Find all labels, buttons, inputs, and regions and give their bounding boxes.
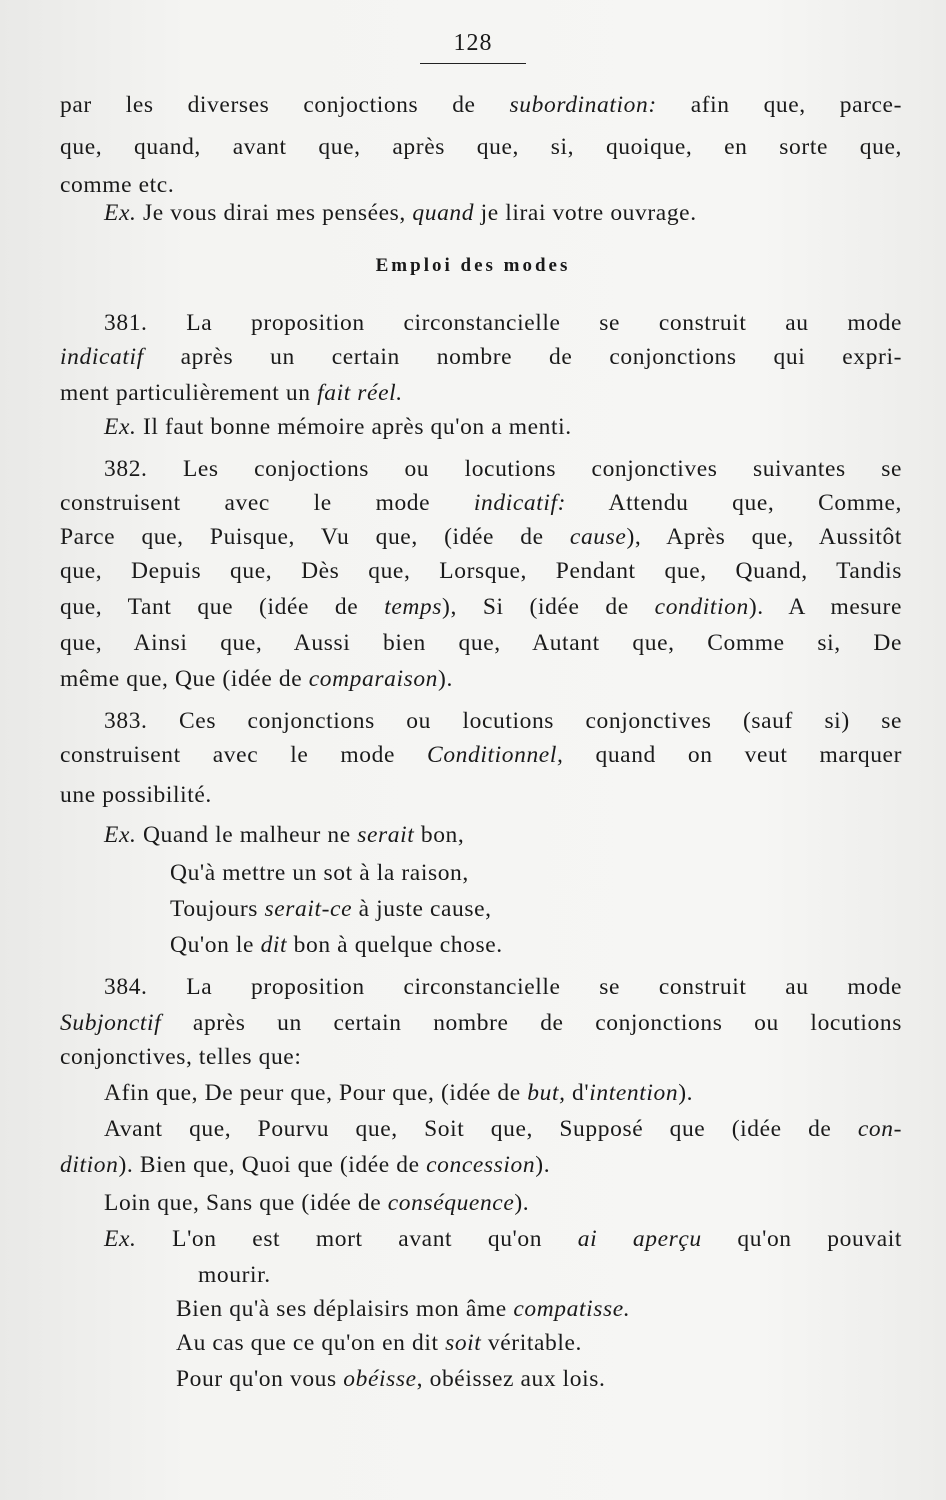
section-title: Emploi des modes xyxy=(375,255,571,276)
p381-line-2: indicatif après un certain nombre de conjonctions qui expri- xyxy=(60,344,902,370)
p382-line-6: que, Ainsi que, Aussi bien que, Autant que, Comme si, De xyxy=(60,630,902,656)
p384-line-5: Avant que, Pourvu que, Soit que, Supposé que (idée de con- xyxy=(104,1116,902,1142)
p383-line-3: une possibilité. xyxy=(60,782,212,808)
intro-line-2: que, quand, avant que, après que, si, quoique, en sorte que, xyxy=(60,134,902,160)
p381-example: Ex. Il faut bonne mémoire après qu'on a menti. xyxy=(104,414,572,440)
p382-line-7: même que, Que (idée de comparaison). xyxy=(60,666,453,692)
p384-line-1: 384. La proposition circonstancielle se construit au mode xyxy=(104,974,902,1000)
p384-example-5: Pour qu'on vous obéisse, obéissez aux lois. xyxy=(176,1366,606,1392)
p382-line-4: que, Depuis que, Dès que, Lorsque, Pendant que, Quand, Tandis xyxy=(60,558,902,584)
p383-line-1: 383. Ces conjonctions ou locutions conjonctives (sauf si) se xyxy=(104,708,902,734)
p382-line-1: 382. Les conjoctions ou locutions conjonctives suivantes se xyxy=(104,456,902,482)
p382-line-2: construisent avec le mode indicatif: Attendu que, Comme, xyxy=(60,490,902,516)
p384-example-4: Au cas que ce qu'on en dit soit véritable. xyxy=(176,1330,582,1356)
p384-line-6: dition). Bien que, Quoi que (idée de concession). xyxy=(60,1152,551,1178)
p384-line-3: conjonctives, telles que: xyxy=(60,1044,302,1070)
p384-example-3: Bien qu'à ses déplaisirs mon âme compatisse. xyxy=(176,1296,631,1322)
intro-line-1: par les diverses conjoctions de subordination: afin que, parce- xyxy=(60,92,903,118)
p383-verse-4: Qu'on le dit bon à quelque chose. xyxy=(170,932,503,958)
p383-line-2: construisent avec le mode Conditionnel, quand on veut marquer xyxy=(60,742,902,768)
p383-verse-2: Qu'à mettre un sot à la raison, xyxy=(170,860,469,886)
p384-example-1: Ex. L'on est mort avant qu'on ai aperçu qu'on pouvait xyxy=(104,1226,902,1252)
intro-line-3: comme etc. xyxy=(60,172,175,198)
p381-line-3: ment particulièrement un fait réel. xyxy=(60,380,403,406)
p381-line-1: 381. La proposition circonstancielle se construit au mode xyxy=(104,310,902,336)
p382-line-3: Parce que, Puisque, Vu que, (idée de cause), Après que, Aussitôt xyxy=(60,524,902,550)
p383-verse-1: Ex. Quand le malheur ne serait bon, xyxy=(104,822,465,848)
page-number: 128 xyxy=(453,30,493,56)
p382-line-5: que, Tant que (idée de temps), Si (idée de condition). A mesure xyxy=(60,594,902,620)
page-number-rule xyxy=(420,63,526,64)
p383-verse-3: Toujours serait-ce à juste cause, xyxy=(170,896,492,922)
p384-line-2: Subjonctif après un certain nombre de conjonctions ou locutions xyxy=(60,1010,902,1036)
p384-line-4: Afin que, De peur que, Pour que, (idée de but, d'intention). xyxy=(104,1080,694,1106)
p384-example-2: mourir. xyxy=(198,1262,271,1288)
p384-line-7: Loin que, Sans que (idée de conséquence). xyxy=(104,1190,530,1216)
intro-example: Ex. Je vous dirai mes pensées, quand je lirai votre ouvrage. xyxy=(104,200,697,226)
